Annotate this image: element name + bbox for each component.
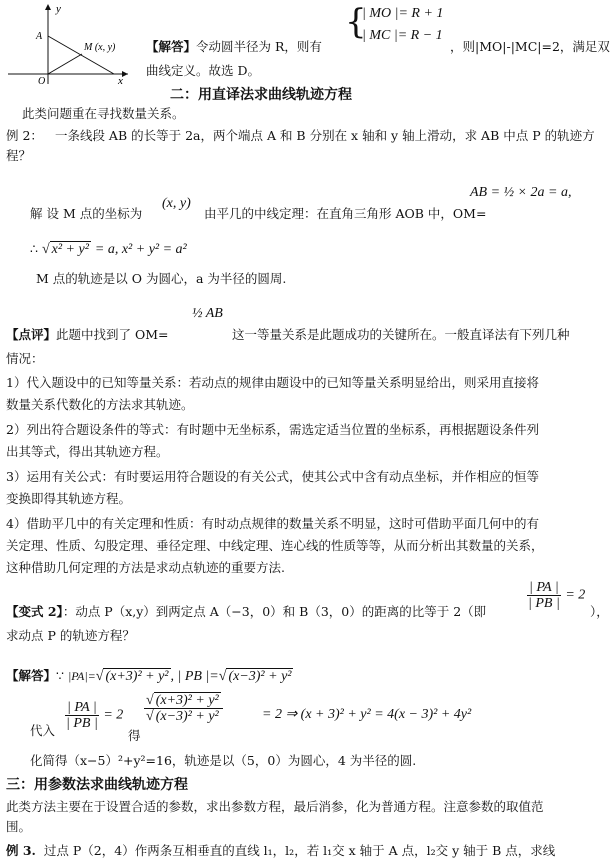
pa-label: |PA|= <box>67 669 96 683</box>
comment-frac: ½ AB <box>192 306 223 321</box>
comment-item-6: 变换即得其轨迹方程。 <box>6 491 132 506</box>
variant-tag: 【变式 2】 <box>6 604 63 619</box>
solution-variant-line1: 【解答】∵ |PA|=√ (x+3)² + y² , | PB |=√ (x−3)² + y² <box>6 668 292 684</box>
solution2-line2: ∴ √ x² + y² = a, x² + y² = a² <box>30 241 187 257</box>
top-answer-line2: 曲线定义。故选 D。 <box>146 63 260 78</box>
answer-text: 令动圆半径为 R，则有 <box>196 39 322 54</box>
top-answer <box>146 38 322 55</box>
solution-ratio-val: = 2 <box>103 707 124 723</box>
segment-om <box>48 54 82 74</box>
section3-title: 三：用参数法求曲线轨迹方程 <box>6 777 188 793</box>
variant-ratio-val: = 2 <box>565 587 586 603</box>
comment-text2: 这一等量关系是此题成功的关键所在。一般直译法有下列几种 <box>232 327 570 342</box>
solution-ratio-den: | PB | <box>66 716 98 731</box>
variant-line2: 求动点 P 的轨迹方程？ <box>6 628 135 643</box>
o-label: O <box>38 76 46 86</box>
solution-ratio <box>64 700 123 731</box>
y-label: y <box>56 3 61 15</box>
m-label: M (x, y) <box>84 42 116 53</box>
a-label: A <box>36 31 43 42</box>
solution2-conclusion: M 点的轨迹是以 O 为圆心，a 为半径的圆周. <box>36 271 287 286</box>
comment-item-1: 1）代入题设中的已知等量关系：若动点的规律由题设中的已知等量关系明显给出，则采用直接将 <box>6 375 539 390</box>
sqrt-expr: x² + y² <box>51 242 89 257</box>
therefore-sign: ∴ <box>30 241 38 256</box>
x-label: x <box>118 75 123 86</box>
big-num: (x+3)² + y² <box>155 693 219 708</box>
big-rhs: = 2 ⇒ (x + 3)² + y² = 4(x − 3)² + 4y² <box>262 707 472 722</box>
big-fraction: $\frac{\text{√ (x+3)² + y²}}{\text{√ (x−3)² + y²}}$ <box>144 693 223 724</box>
solution2-coord: (x, y) <box>162 196 191 211</box>
comment-line2: 情况： <box>6 351 44 366</box>
solution2-mid: 由平几的中线定理：在直角三角形 AOB 中，OM= <box>204 206 487 221</box>
solution-variant-tag: 【解答】 <box>6 668 57 683</box>
comment-item-9: 这种借助几何定理的方法是求动点轨迹的重要方法. <box>6 560 285 575</box>
section3-intro2: 围。 <box>6 819 32 834</box>
variant-line1 <box>6 603 486 620</box>
top-answer-tail: ，则|MO|-|MC|=2，满足双 <box>450 39 610 54</box>
simplified-result: 化简得（x−5）²+y²=16，轨迹是以（5，0）为圆心，4 为半径的圆. <box>30 753 417 768</box>
variant-text: ：动点 P（x,y）到两定点 A（−3，0）和 B（3，0）的距离的比等于 2（即 <box>62 604 487 619</box>
system-line-1: | MO |= R + 1 <box>362 6 444 21</box>
coordinate-figure <box>6 2 134 86</box>
example3-text: 过点 P（2，4）作两条互相垂直的直线 l₁，l₂，若 l₁交 x 轴于 A 点，l₂交 y 轴于 B 点，求线 <box>43 843 556 858</box>
example2-cont: 程？ <box>6 148 32 163</box>
example3-label: 例 3. <box>6 843 36 858</box>
section3-intro1: 此类方法主要在于设置合适的参数，求出参数方程，最后消参，化为普通方程。注意参数的取值范 <box>6 799 544 814</box>
comment-tag: 【点评】 <box>6 327 57 342</box>
variant-ratio-num: | PA | <box>529 580 559 595</box>
solution2-prefix: 解 设 M 点的坐标为 <box>30 206 143 221</box>
comment-item-2: 数量关系代数化的方法求其轨迹。 <box>6 397 194 412</box>
solution2-eq2: = a, x² + y² = a² <box>94 242 187 257</box>
comment-item-8: 关定理、性质、勾股定理、垂径定理、中线定理、连心线的性质等等，从而分析出其数量的关系， <box>6 538 544 553</box>
solution2-equation: AB = ½ × 2a = a, <box>470 185 572 200</box>
pb-sqrt: (x−3)² + y² <box>228 669 292 684</box>
example2 <box>6 127 595 144</box>
answer-tag: 【解答】 <box>146 39 197 54</box>
system-line-2: | MC |= R − 1 <box>362 28 443 43</box>
comment-item-5: 3）运用有关公式：有时要运用符合题设的有关公式，使其公式中含有动点坐标，并作相应的恒等 <box>6 469 539 484</box>
daiiru-label: 代入 <box>30 723 56 738</box>
comment-item-3: 2）列出符合题设条件的等式：有时题中无坐标系，需选定适当位置的坐标系，再根据题设条件列 <box>6 422 539 437</box>
big-den: (x−3)² + y² <box>155 709 219 724</box>
section2-intro: 此类问题重在寻找数量关系。 <box>22 106 185 121</box>
example3 <box>6 842 555 859</box>
example2-text: 一条线段 AB 的长等于 2a，两个端点 A 和 B 分别在 x 轴和 y 轴上滑动，求 AB 中点 P 的轨迹方 <box>54 128 595 143</box>
de-label: 得 <box>128 728 141 743</box>
comment-text1: 此题中找到了 OM= <box>56 327 169 342</box>
system-brace: { <box>345 2 367 42</box>
section2-title: 二：用直译法求曲线轨迹方程 <box>170 87 352 103</box>
comment-item-4: 出其等式，得出其轨迹方程。 <box>6 444 169 459</box>
variant-ratio-den: | PB | <box>528 596 560 611</box>
pa-sqrt: (x+3)² + y² <box>105 669 169 684</box>
variant-ratio <box>526 580 585 611</box>
variant-close: ）， <box>590 604 609 619</box>
comment-item-7: 4）借助平几中的有关定理和性质：有时动点规律的数量关系不明显，这时可借助平面几何中的有 <box>6 516 539 531</box>
solution-ratio-num: | PA | <box>67 700 97 715</box>
pb-label: , | PB |= <box>170 669 219 684</box>
example2-label: 例 2： <box>6 128 43 143</box>
because-sign: ∵ <box>56 668 64 683</box>
comment-line1 <box>6 326 169 343</box>
